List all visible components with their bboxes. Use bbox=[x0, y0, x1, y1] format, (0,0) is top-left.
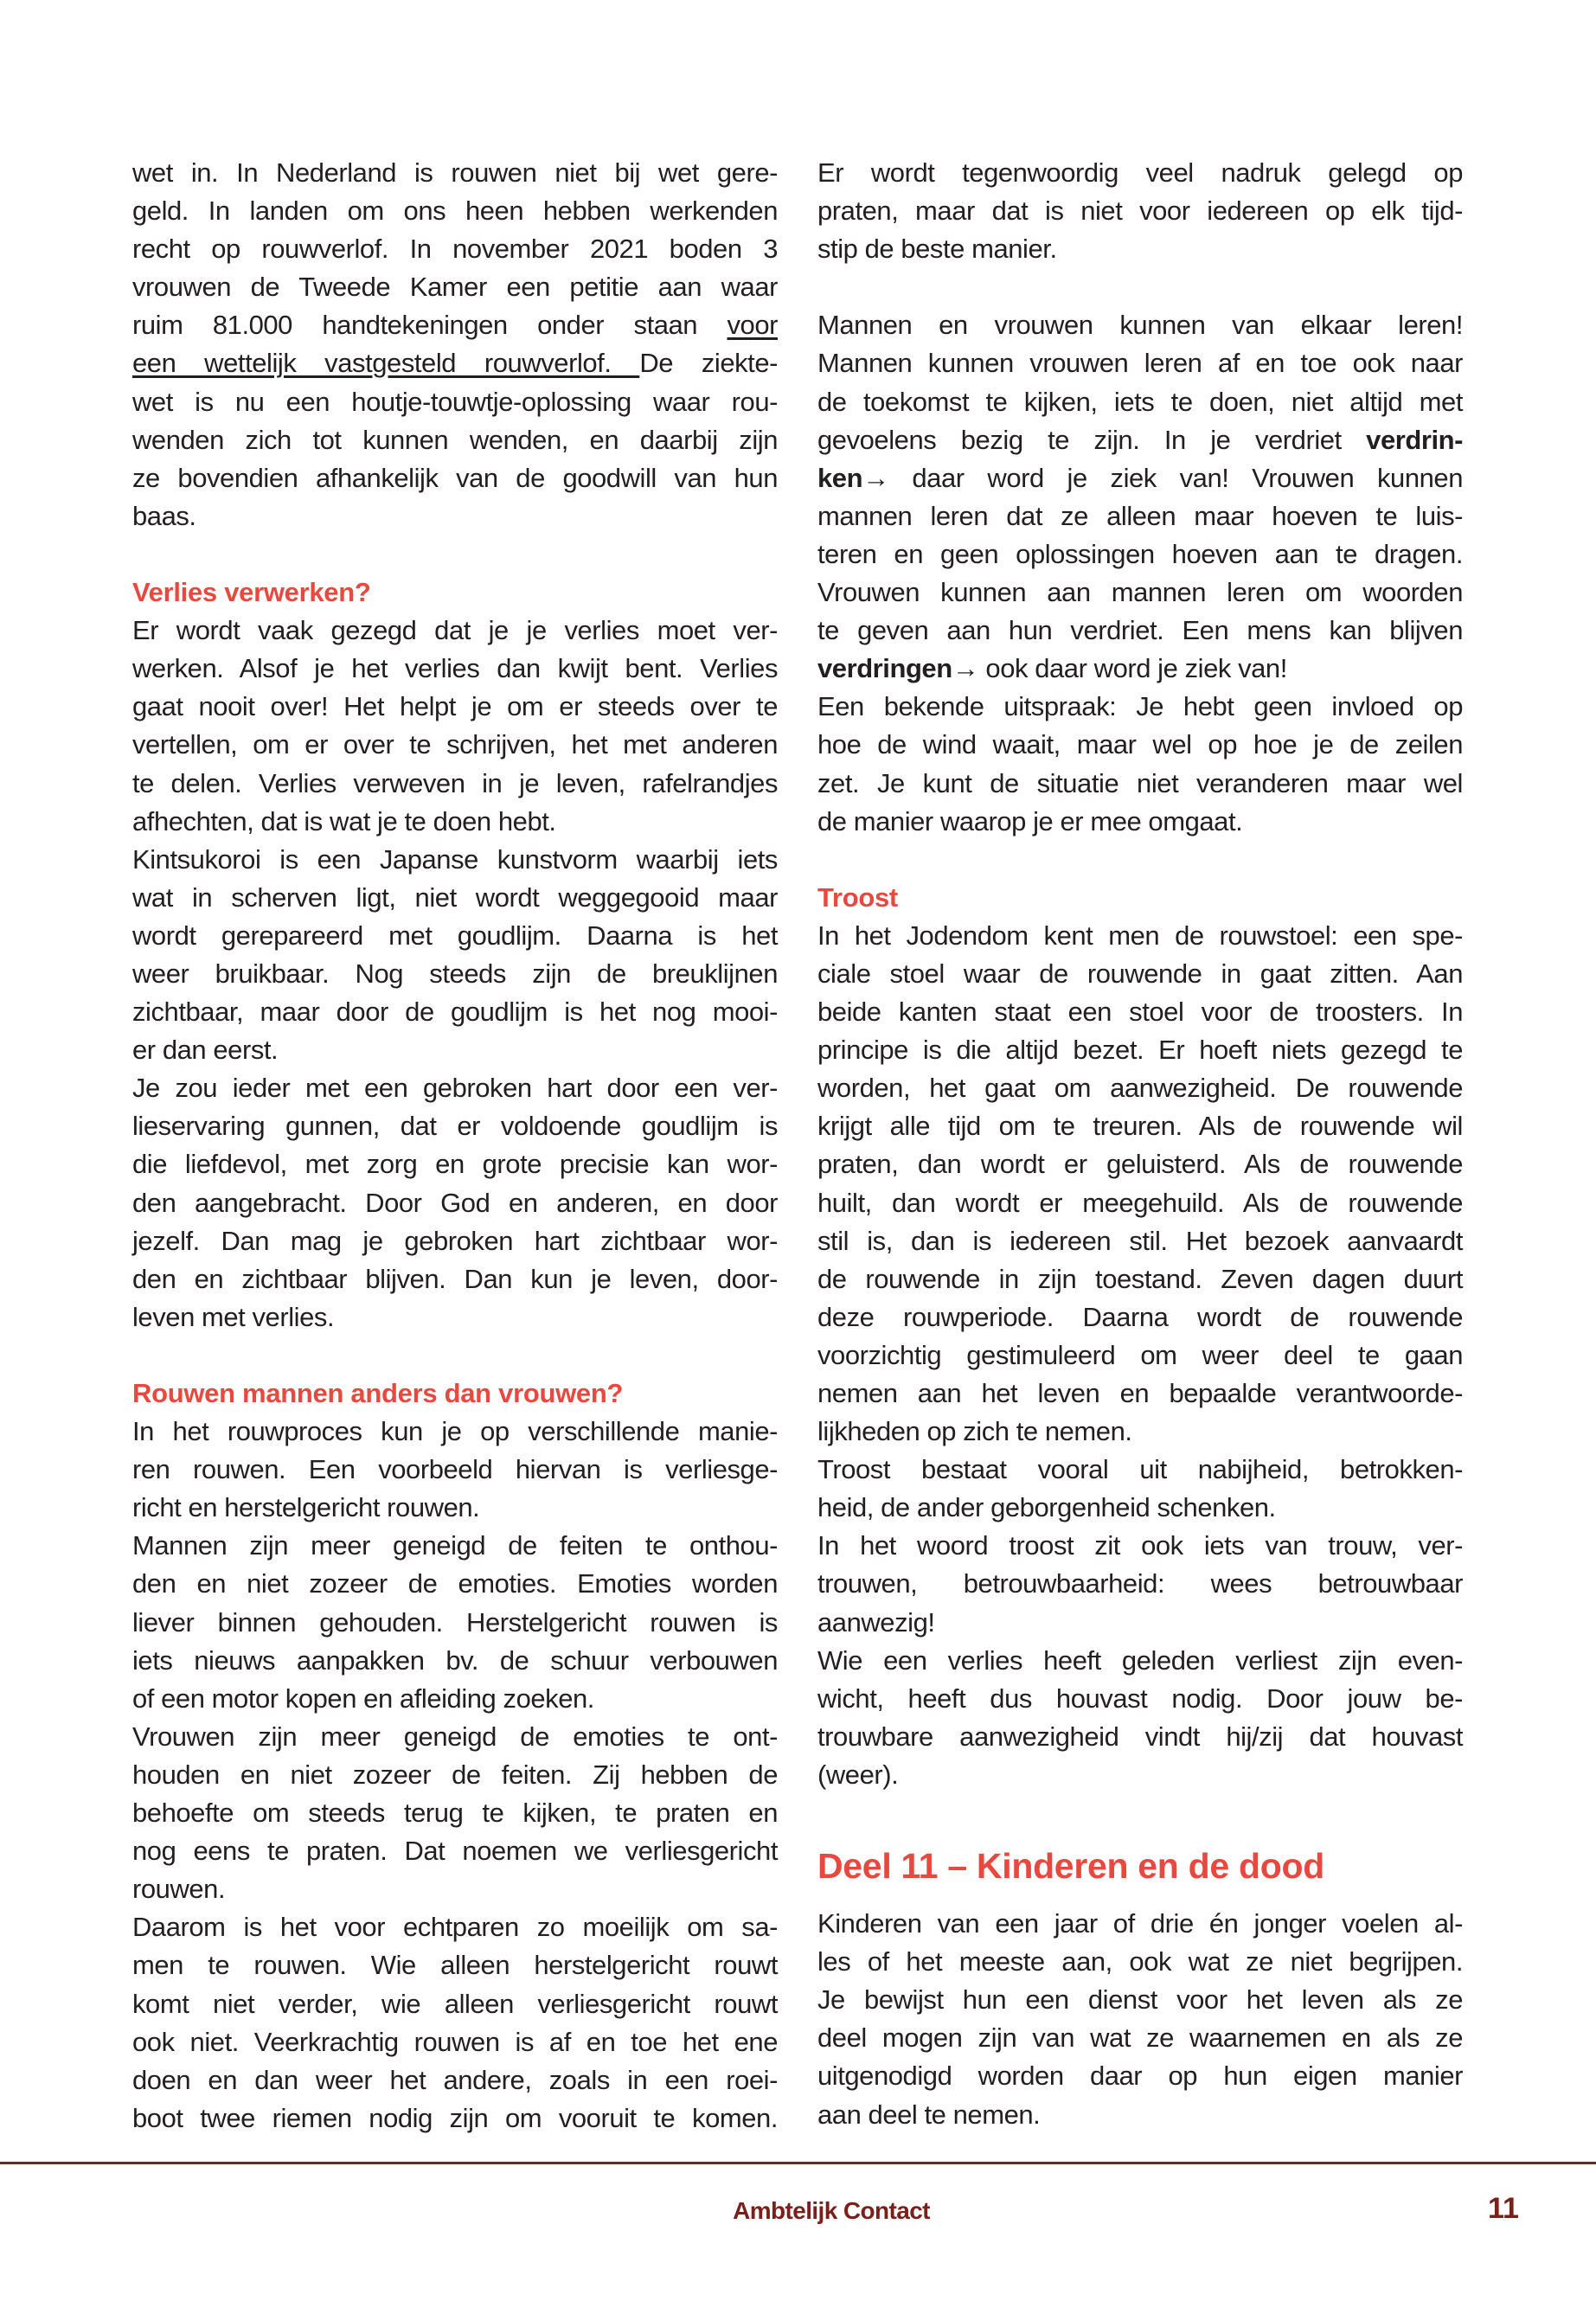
text-line: de toekomst te kijken, iets te doen, niet altijd met bbox=[817, 386, 1463, 417]
text-line: Vrouwen zijn meer geneigd de emoties te ont- bbox=[132, 1721, 778, 1752]
text-line: nemen aan het leven en bepaalde verantwoorde- bbox=[817, 1378, 1463, 1408]
bold-text: verdringen→ bbox=[817, 653, 979, 684]
paragraph bbox=[132, 154, 778, 535]
text-line: aan deel te nemen. bbox=[817, 2099, 1041, 2130]
paragraph bbox=[132, 1413, 778, 1527]
text-line: wicht, heeft dus houvast nodig. Door jouw be- bbox=[817, 1682, 1463, 1714]
bold-text: verdrin- bbox=[1366, 424, 1463, 455]
text-line: ren rouwen. Een voorbeeld hiervan is verliesge- bbox=[132, 1454, 778, 1485]
paragraph bbox=[132, 841, 778, 1070]
section-heading: Troost bbox=[817, 881, 898, 913]
paragraph-spacer bbox=[132, 535, 778, 574]
right-column bbox=[817, 154, 1463, 2134]
text-line: jezelf. Dan mag je gebroken hart zichtbaar wor- bbox=[132, 1225, 778, 1256]
text-line: ook niet. Veerkrachtig rouwen is af en toe het ene bbox=[132, 2026, 778, 2057]
text-line: Er wordt tegenwoordig veel nadruk gelegd op bbox=[817, 157, 1463, 188]
text-segment: ruim 81.000 handtekeningen onder staan bbox=[132, 310, 727, 341]
text-line: Je zou ieder met een gebroken hart door een ver- bbox=[132, 1073, 778, 1104]
text-line: vrouwen de Tweede Kamer een petitie aan waar bbox=[132, 272, 778, 303]
text-line: Daarom is het voor echtparen zo moeilijk om sa- bbox=[132, 1912, 778, 1943]
text-line: te delen. Verlies verweven in je leven, rafelrandjes bbox=[132, 767, 778, 798]
text-line: hoe de wind waait, maar wel op hoe je de zeilen bbox=[817, 729, 1463, 760]
text-line: huilt, dan wordt er meegehuild. Als de rouwende bbox=[817, 1187, 1463, 1218]
text-line: In het woord troost zit ook iets van trouw, ver- bbox=[817, 1530, 1463, 1561]
text-line: krijgt alle tijd om te treuren. Als de rouwende wil bbox=[817, 1111, 1463, 1142]
text-line: trouwbare aanwezigheid vindt hij/zij dat houvast bbox=[817, 1721, 1463, 1752]
text-line: baas. bbox=[132, 500, 196, 531]
text-segment: gevoelens bezig te zijn. In je verdriet bbox=[817, 424, 1367, 455]
section-heading: Verlies verwerken? bbox=[132, 577, 371, 608]
text-line: behoefte om steeds terug te kijken, te praten en bbox=[132, 1798, 778, 1829]
text-line: Mannen en vrouwen kunnen van elkaar leren! bbox=[817, 310, 1463, 341]
paragraph bbox=[132, 1718, 778, 1908]
paragraph bbox=[817, 154, 1463, 268]
paragraph bbox=[132, 1527, 778, 1717]
paragraph bbox=[817, 1905, 1463, 2134]
text-line: wenden zich tot kunnen wenden, en daarbij zijn bbox=[132, 424, 778, 455]
text-line: teren en geen oplossingen hoeven aan te dragen. bbox=[817, 538, 1463, 569]
text-segment: daar word je ziek van! Vrouwen kunnen bbox=[888, 462, 1463, 493]
text-line: weer bruikbaar. Nog steeds zijn de breuklijnen bbox=[132, 958, 778, 989]
text-line: den en niet zozeer de emoties. Emoties worden bbox=[132, 1568, 778, 1599]
underlined-text: een wettelijk vastgesteld rouwverlof. bbox=[132, 348, 640, 379]
text-line: worden, het gaat om aanwezigheid. De rouwende bbox=[817, 1073, 1463, 1104]
text-line: wat in scherven ligt, niet wordt weggegooid maar bbox=[132, 881, 778, 913]
paragraph bbox=[132, 1908, 778, 2138]
text-line: Wie een verlies heeft geleden verliest zijn even- bbox=[817, 1644, 1463, 1676]
text-line: te geven aan hun verdriet. Een mens kan blijven bbox=[817, 615, 1463, 646]
text-line: komt niet verder, wie alleen verliesgericht rouwt bbox=[132, 1988, 778, 2019]
text-line: Een bekende uitspraak: Je hebt geen invloed op bbox=[817, 691, 1463, 722]
paragraph bbox=[817, 688, 1463, 840]
text-line: geld. In landen om ons heen hebben werkenden bbox=[132, 195, 778, 227]
text-line: mannen leren dat ze alleen maar hoeven te luis- bbox=[817, 500, 1463, 531]
text-line: trouwen, betrouwbaarheid: wees betrouwbaar bbox=[817, 1568, 1463, 1599]
text-line: houden en niet zozeer de feiten. Zij hebben de bbox=[132, 1759, 778, 1790]
paragraph bbox=[132, 612, 778, 841]
text-line: praten, dan wordt er geluisterd. Als de rouwende bbox=[817, 1149, 1463, 1180]
text-line: afhechten, dat is wat je te doen hebt. bbox=[132, 805, 556, 836]
text-line: Kintsukoroi is een Japanse kunstvorm waarbij iets bbox=[132, 843, 778, 875]
text-line: recht op rouwverlof. In november 2021 boden 3 bbox=[132, 234, 778, 265]
paragraph bbox=[817, 1642, 1463, 1794]
text-line: ze bovendien afhankelijk van de goodwill van hun bbox=[132, 462, 778, 493]
text-line: of een motor kopen en afleiding zoeken. bbox=[132, 1682, 594, 1714]
text-line: zet. Je kunt de situatie niet veranderen maar wel bbox=[817, 767, 1463, 798]
bold-text: ken→ bbox=[817, 462, 889, 493]
text-line: de manier waarop je er mee omgaat. bbox=[817, 805, 1243, 836]
text-line: voorzichtig gestimuleerd om weer deel te gaan bbox=[817, 1339, 1463, 1370]
text-line: Je bewijst hun een dienst voor het leven als ze bbox=[817, 1984, 1463, 2016]
text-line: gaat nooit over! Het helpt je om er steeds over te bbox=[132, 691, 778, 722]
text-line: beide kanten staat een stoel voor de troosters. In bbox=[817, 997, 1463, 1028]
paragraph-spacer bbox=[817, 841, 1463, 879]
text-line: de rouwende in zijn toestand. Zeven dagen duurt bbox=[817, 1263, 1463, 1294]
text-line: wet in. In Nederland is rouwen niet bij wet gere- bbox=[132, 157, 778, 188]
text-line: Vrouwen kunnen aan mannen leren om woorden bbox=[817, 577, 1463, 608]
left-column bbox=[132, 154, 778, 2138]
paragraph bbox=[817, 1451, 1463, 1527]
text-line: deel mogen zijn van wat ze waarnemen en als ze bbox=[817, 2022, 1463, 2054]
text-line: deze rouwperiode. Daarna wordt de rouwende bbox=[817, 1301, 1463, 1332]
text-line: wet is nu een houtje-touwtje-oplossing waar rou- bbox=[132, 386, 778, 417]
text-line: vertellen, om er over te schrijven, het met anderen bbox=[132, 729, 778, 760]
text-line: den en zichtbaar blijven. Dan kun je leven, door- bbox=[132, 1263, 778, 1294]
footer-divider bbox=[0, 2162, 1596, 2164]
text-segment: De ziekte- bbox=[639, 348, 778, 379]
text-line: aanwezig! bbox=[817, 1606, 935, 1638]
section-heading: Rouwen mannen anders dan vrouwen? bbox=[132, 1378, 624, 1408]
text-line: werken. Alsof je het verlies dan kwijt bent. Verlies bbox=[132, 653, 778, 684]
paragraph-spacer bbox=[132, 1336, 778, 1375]
paragraph-spacer bbox=[817, 268, 1463, 306]
text-line: ciale stoel waar de rouwende in gaat zitten. Aan bbox=[817, 958, 1463, 989]
text-line bbox=[817, 421, 1463, 459]
text-line: uitgenodigd worden daar op hun eigen manier bbox=[817, 2061, 1463, 2092]
text-line: lijkheden op zich te nemen. bbox=[817, 1416, 1132, 1447]
text-line: richt en herstelgericht rouwen. bbox=[132, 1492, 480, 1523]
text-segment: ook daar word je ziek van! bbox=[978, 653, 1287, 684]
text-line: die liefdevol, met zorg en grote precisie kan wor- bbox=[132, 1149, 778, 1180]
text-line bbox=[817, 459, 1463, 497]
paragraph bbox=[132, 1069, 778, 1336]
text-line: boot twee riemen nodig zijn om vooruit te komen. bbox=[132, 2102, 778, 2133]
text-line: Kinderen van een jaar of drie én jonger voelen al- bbox=[817, 1908, 1463, 1939]
text-line bbox=[132, 306, 778, 344]
text-line: praten, maar dat is niet voor iedereen op elk tijd- bbox=[817, 195, 1463, 227]
text-line: Troost bestaat vooral uit nabijheid, betrokken- bbox=[817, 1454, 1463, 1485]
text-line bbox=[817, 650, 1463, 688]
text-line: (weer). bbox=[817, 1759, 899, 1790]
text-line: les of het meeste aan, ook wat ze niet begrijpen. bbox=[817, 1946, 1463, 1977]
page-number: 11 bbox=[1488, 2192, 1519, 2225]
text-line: principe is die altijd bezet. Er hoeft niets gezegd te bbox=[817, 1035, 1463, 1066]
text-line: wordt gerepareerd met goudlijm. Daarna is het bbox=[132, 920, 778, 951]
text-line: leven met verlies. bbox=[132, 1301, 335, 1332]
text-line: heid, de ander geborgenheid schenken. bbox=[817, 1492, 1276, 1523]
text-line: liever binnen gehouden. Herstelgericht rouwen is bbox=[132, 1606, 778, 1638]
chapter-heading: Deel 11 – Kinderen en de dood bbox=[817, 1846, 1324, 1887]
text-line bbox=[132, 344, 778, 382]
text-line: den aangebracht. Door God en anderen, en door bbox=[132, 1187, 778, 1218]
paragraph bbox=[817, 917, 1463, 1451]
text-line: doen en dan weer het andere, zoals in een roei- bbox=[132, 2064, 778, 2095]
text-line: Mannen kunnen vrouwen leren af en toe ook naar bbox=[817, 348, 1463, 379]
paragraph bbox=[817, 306, 1463, 688]
text-line: In het rouwproces kun je op verschillende manie- bbox=[132, 1416, 778, 1447]
paragraph bbox=[817, 1527, 1463, 1641]
text-line: er dan eerst. bbox=[132, 1035, 279, 1066]
text-line: Er wordt vaak gezegd dat je je verlies moet ver- bbox=[132, 615, 778, 646]
text-line: Mannen zijn meer geneigd de feiten te onthou- bbox=[132, 1530, 778, 1561]
text-line: rouwen. bbox=[132, 1874, 226, 1905]
text-line: lieservaring gunnen, dat er voldoende goudlijm is bbox=[132, 1111, 778, 1142]
text-line: nog eens te praten. Dat noemen we verliesgericht bbox=[132, 1836, 778, 1867]
text-line: stil is, dan is iedereen stil. Het bezoek aanvaardt bbox=[817, 1225, 1463, 1256]
text-line: zichtbaar, maar door de goudlijm is het nog mooi- bbox=[132, 997, 778, 1028]
underlined-text: voor bbox=[727, 310, 778, 341]
text-line: stip de beste manier. bbox=[817, 234, 1057, 265]
text-line: men te rouwen. Wie alleen herstelgericht rouwt bbox=[132, 1950, 778, 1981]
text-line: In het Jodendom kent men de rouwstoel: een spe- bbox=[817, 920, 1463, 951]
footer-publication-title: Ambtelijk Contact bbox=[733, 2197, 930, 2224]
text-line: iets nieuws aanpakken bv. de schuur verbouwen bbox=[132, 1644, 778, 1676]
